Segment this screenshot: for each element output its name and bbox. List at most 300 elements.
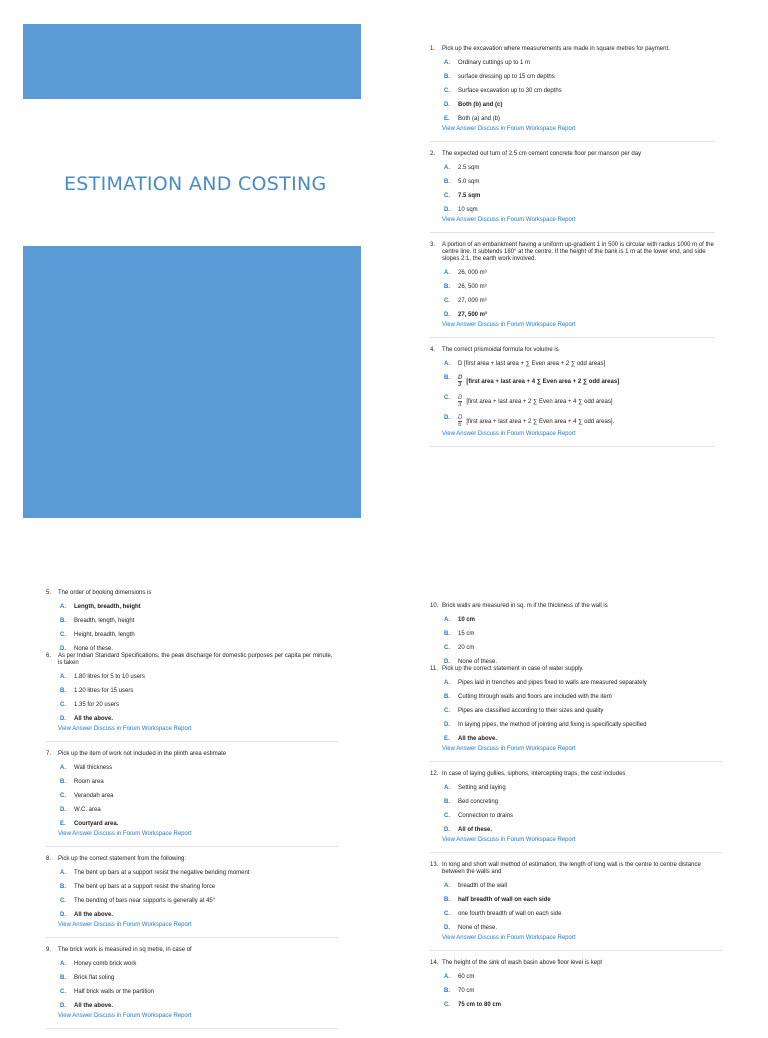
answer-option[interactable] [430,179,715,186]
option-text-container [458,395,715,408]
answer-option[interactable] [46,884,338,891]
answer-option[interactable] [430,911,722,918]
question-text: Pick up the item of work not included in the plinth area estimate [58,751,227,757]
answer-option[interactable] [46,989,338,996]
option-text: 10 sqm [458,207,478,213]
document-title: ESTIMATION AND COSTING [64,172,327,195]
option-text: Courtyard area. [74,821,119,827]
answer-option[interactable] [430,207,715,214]
answer-option[interactable] [46,688,338,695]
option-text-container [458,102,715,109]
option-text-container [74,674,338,681]
option-text-container [458,694,722,701]
question-number: 11. [430,666,438,672]
option-letter: C. [60,898,66,904]
option-letter: D. [444,102,450,108]
option-text-container [74,632,338,639]
option-letter: A. [60,604,66,610]
option-text: Both (a) and (b) [458,116,501,122]
option-letter: A. [444,60,450,66]
option-letter: B. [444,988,450,994]
option-text: [first area + last area + 4 ∑ Even area + 2 ∑ odd areas] [466,379,620,386]
answer-option[interactable] [430,897,722,904]
option-text-container [458,298,715,305]
option-letter: E. [444,736,450,742]
option-letter: D. [444,415,450,421]
option-letter: C. [444,813,450,819]
answer-option[interactable] [46,793,338,800]
option-text: 2.5 sqm [458,165,480,171]
answer-option[interactable] [430,680,722,687]
option-text: Verandah area [74,793,114,799]
answer-option[interactable] [430,375,715,388]
answer-option[interactable] [430,1002,722,1009]
question-stem [430,960,722,967]
question-stem [430,242,715,263]
option-text: [first area + last area + 2 ∑ Even area + 4 ∑ odd areas]. [466,419,615,426]
option-letter: A. [60,674,66,680]
answer-option[interactable] [46,716,338,723]
answer-links[interactable]: View Answer Discuss in Forum Workspace Report [442,746,576,752]
option-text: Half brick walls or the partition [74,989,155,995]
answer-option[interactable] [430,925,722,932]
option-letter: A. [60,961,66,967]
option-text-container [458,270,715,277]
option-text-container [458,988,722,995]
answer-option[interactable] [430,799,722,806]
questions-column-bottom-left [46,590,338,1038]
option-text: 75 cm to 80 cm [458,1002,502,1008]
option-letter: C. [444,708,450,714]
answer-option[interactable] [430,883,722,890]
option-text: The bending of bars near supports is generally at 45° [74,898,216,904]
option-text: Setting and laying [458,785,506,791]
question-stem [46,590,338,597]
question-stem [430,862,722,876]
option-text-container [458,883,722,890]
question [430,603,722,666]
option-text: W.C. area [74,807,101,813]
option-text: one fourth breadth of wall on each side [458,911,562,917]
question [46,947,338,1020]
fraction [458,415,462,428]
option-letter: C. [60,702,66,708]
option-text: Honey comb brick work [74,961,137,967]
question-number: 14. [430,960,439,966]
question [46,653,338,733]
option-letter: D. [444,659,450,665]
question-text: Pick up the correct statement in case of water supply. [442,666,584,672]
option-letter: D. [444,827,450,833]
option-text: half breadth of wall on each side [458,897,551,903]
option-letter: A. [444,617,450,623]
answer-option[interactable] [46,898,338,905]
fraction-numerator: D [458,375,463,381]
option-text: Pipes are classified according to their sizes and quality [458,708,604,714]
answer-option[interactable] [430,165,715,172]
divider [430,446,715,447]
option-letter: C. [444,298,450,304]
option-letter: A. [444,974,450,980]
question-stem [430,666,722,673]
option-text-container [458,375,715,388]
option-text-container [74,989,338,996]
answer-links[interactable]: View Answer Discuss in Forum Workspace Report [442,935,576,941]
answer-option[interactable] [430,312,715,319]
question-stem [430,603,722,610]
answer-option[interactable] [430,415,715,428]
answer-links[interactable]: View Answer Discuss in Forum Workspace Report [58,922,192,928]
option-text-container [458,116,715,123]
answer-option[interactable] [46,702,338,709]
option-text: None of these. [458,659,498,665]
answer-option[interactable] [46,632,338,639]
answer-links[interactable]: View Answer Discuss in Forum Workspace Report [442,126,576,132]
answer-links[interactable]: View Answer Discuss in Forum Workspace Report [442,322,576,328]
option-text-container [458,785,722,792]
question-number: 12. [430,771,439,777]
answer-option[interactable] [430,102,715,109]
divider [46,741,338,742]
option-text: Surface excavation up to 30 cm depths [458,88,562,94]
question [430,771,722,844]
fraction-denominator: 3 [458,382,462,388]
option-letter: D. [60,912,66,918]
option-text: In laying pipes, the method of jointing and fixing is specifically specified [458,722,647,728]
question-text: The brick work is measured in sq metre, in case of [58,947,192,953]
question-text: The order of booking dimensions is [58,590,152,596]
option-text: 10 cm [458,617,476,623]
option-text-container [458,799,722,806]
option-letter: E. [60,821,66,827]
option-text-container [458,645,722,652]
option-letter: B. [444,799,450,805]
option-text-container [74,779,338,786]
option-text-container [458,207,715,214]
answer-option[interactable] [430,116,715,123]
question-text: As per Indian Standard Specifications, the peak discharge for domestic purposes per capita per minute, is taken [58,653,333,666]
question-text: Pick up the correct statement from the following: [58,856,187,862]
answer-option[interactable] [430,631,722,638]
option-text-container [458,897,722,904]
fraction [458,395,462,408]
answer-option[interactable] [430,193,715,200]
option-text-container [74,618,338,625]
answer-links[interactable]: View Answer Discuss in Forum Workspace Report [58,1013,192,1019]
question [46,751,338,838]
option-text: surface dressing up to 15 cm depths [458,74,555,80]
question-number: 2. [430,151,436,157]
option-letter: A. [444,785,450,791]
option-letter: C. [60,989,66,995]
option-letter: B. [444,694,450,700]
answer-option[interactable] [430,361,715,368]
answer-links[interactable]: View Answer Discuss in Forum Workspace Report [58,831,192,837]
option-text: 15 cm [458,631,475,637]
question-stem [430,347,715,354]
answer-option[interactable] [430,736,722,743]
answer-option[interactable] [430,60,715,67]
option-letter: A. [444,165,450,171]
option-text-container [74,961,338,968]
option-letter: D. [60,716,66,722]
option-letter: A. [444,680,450,686]
option-letter: D. [444,722,450,728]
option-text-container [74,716,338,723]
question-text: Brick walls are measured in sq. m if the thickness of the wall is [442,603,608,609]
option-letter: B. [60,779,66,785]
option-letter: C. [60,632,66,638]
question-text: The correct prismoidal formula for volume is [442,347,559,353]
answer-option[interactable] [430,722,722,729]
option-text: Both (b) and (c) [458,102,503,108]
option-text: breadth of the wall [458,883,508,889]
option-text: 26, 000 m³ [458,270,487,276]
option-text-container [74,821,338,828]
question-number: 13. [430,862,439,868]
answer-links[interactable]: View Answer Discuss in Forum Workspace Report [442,217,576,223]
option-text: Cutting through walls and floors are included with the item [458,694,612,700]
answer-option[interactable] [46,765,338,772]
divider [46,846,338,847]
question-text: In long and short wall method of estimation, the length of long wall is the centre to centre distance between the walls and [442,862,701,875]
option-text-container [458,722,722,729]
question-number: 10. [430,603,439,609]
question [430,151,715,224]
fraction-denominator: 6 [458,422,462,428]
option-text: All the above. [458,736,498,742]
answer-option[interactable] [430,88,715,95]
question-stem [46,856,338,863]
option-text-container [458,361,715,368]
option-text-container [74,1003,338,1010]
option-text: 1.35 for 20 users [74,702,120,708]
option-text: All the above. [74,912,114,918]
answer-option[interactable] [430,645,722,652]
answer-option[interactable] [46,975,338,982]
option-text: 5.0 sqm [458,179,480,185]
answer-option[interactable] [430,813,722,820]
option-letter: A. [444,883,450,889]
option-text-container [74,975,338,982]
option-letter: E. [444,116,450,122]
option-letter: C. [444,395,450,401]
option-text-container [458,659,722,666]
option-text-container [458,165,715,172]
divider [46,937,338,938]
option-text-container [458,60,715,67]
option-text-container [74,765,338,772]
option-text-container [458,974,722,981]
answer-links[interactable]: View Answer Discuss in Forum Workspace Report [58,726,192,732]
option-text-container [74,898,338,905]
option-text-container [458,708,722,715]
option-text-container [74,870,338,877]
answer-option[interactable] [46,604,338,611]
answer-option[interactable] [430,298,715,305]
divider [430,852,722,853]
option-text: 70 cm [458,988,475,994]
option-letter: A. [60,870,66,876]
option-text: 1.20 litres for 15 users [74,688,134,694]
questions-column-bottom-right [430,603,722,1009]
fraction [458,375,462,388]
option-text: All of these. [458,827,493,833]
option-letter: A. [444,270,450,276]
middle-blue-block [23,246,361,518]
question-text: In case of laying gullies, siphons, intercepting traps, the cost includes [442,771,626,777]
option-text-container [458,736,722,743]
option-text-container [74,807,338,814]
answer-option[interactable] [430,284,715,291]
option-text: Breadth, length, height [74,618,135,624]
option-text: None of these. [74,646,114,652]
option-text-container [74,688,338,695]
question-stem [46,947,338,954]
answer-option[interactable] [430,270,715,277]
option-text: All the above. [74,1003,114,1009]
option-text-container [458,415,715,428]
question [430,960,722,1009]
answer-links[interactable]: View Answer Discuss in Forum Workspace Report [442,431,576,437]
option-text: None of these. [458,925,498,931]
option-text-container [458,312,715,319]
option-letter: D. [60,807,66,813]
answer-option[interactable] [430,659,722,666]
answer-option[interactable] [430,694,722,701]
option-text: Room area [74,779,104,785]
option-text-container [458,827,722,834]
divider [430,337,715,338]
option-letter: B. [444,375,450,381]
divider [430,761,722,762]
fraction-denominator: 3 [458,402,462,408]
divider [430,950,722,951]
question [430,46,715,133]
question-number: 8. [46,856,52,862]
top-blue-block [23,24,361,99]
question-stem [430,771,722,778]
fraction-numerator: D [458,415,463,421]
question-stem [430,46,715,53]
option-letter: D. [444,925,450,931]
question-stem [46,653,338,667]
option-letter: A. [444,361,450,367]
option-text: The bent up bars at a support resist the negative bending moment [74,870,250,876]
answer-option[interactable] [46,618,338,625]
question-stem [430,151,715,158]
question-number: 3. [430,242,436,248]
option-letter: D. [444,312,450,318]
question-text: The height of the sink of wash basin above floor level is kept [442,960,603,966]
option-text: Connection to drains [458,813,514,819]
option-letter: D. [60,1003,66,1009]
divider [430,232,715,233]
option-text: D [first area + last area + ∑ Even area + 2 ∑ odd areas] [458,361,606,367]
answer-links[interactable]: View Answer Discuss in Forum Workspace Report [442,837,576,843]
option-text: All the above. [74,716,114,722]
option-letter: C. [444,88,450,94]
option-letter: B. [60,688,66,694]
question [430,862,722,942]
question-number: 7. [46,751,52,757]
fraction-numerator: D [458,395,463,401]
option-text: Brick flat soling [74,975,115,981]
option-text-container [458,813,722,820]
answer-option[interactable] [46,674,338,681]
answer-option[interactable] [430,395,715,408]
answer-option[interactable] [46,912,338,919]
answer-option[interactable] [46,961,338,968]
answer-option[interactable] [46,807,338,814]
option-letter: D. [60,646,66,652]
answer-option[interactable] [46,1003,338,1010]
answer-option[interactable] [430,827,722,834]
answer-option[interactable] [430,708,722,715]
question-text: The expected out turn of 2.5 cm cement concrete floor per manson per day [442,151,642,157]
option-letter: B. [444,74,450,80]
option-text-container [458,193,715,200]
option-text: Wall thickness [74,765,113,771]
option-text: [first area + last area + 2 ∑ Even area + 4 ∑ odd areas] [466,399,613,406]
option-text-container [458,179,715,186]
answer-option[interactable] [430,785,722,792]
question-number: 9. [46,947,52,953]
question-number: 5. [46,590,52,596]
option-letter: C. [444,911,450,917]
option-text-container [458,284,715,291]
option-text-container [74,884,338,891]
option-text: 60 cm [458,974,475,980]
option-text-container [74,646,338,653]
option-letter: C. [444,1002,450,1008]
option-text-container [458,911,722,918]
answer-option[interactable] [46,821,338,828]
answer-option[interactable] [430,74,715,81]
option-letter: B. [444,897,450,903]
answer-option[interactable] [46,779,338,786]
answer-option[interactable] [430,988,722,995]
option-text-container [458,631,722,638]
option-text: The bent up bars at a support resist the sharing force [74,884,216,890]
option-letter: B. [60,884,66,890]
option-text: 1.80 litres for 5 to 10 users [74,674,146,680]
answer-option[interactable] [430,974,722,981]
divider [46,1028,338,1029]
question-number: 1. [430,46,436,52]
answer-option[interactable] [46,646,338,653]
option-text-container [458,617,722,624]
answer-option[interactable] [46,870,338,877]
option-text-container [458,74,715,81]
question [46,856,338,929]
option-letter: C. [444,645,450,651]
option-text: 7.5 sqm [458,193,481,199]
option-letter: B. [444,179,450,185]
option-letter: C. [60,793,66,799]
option-letter: C. [444,193,450,199]
option-text: Pipes laid in trenches and pipes fixed to walls are measured separately [458,680,647,686]
option-text: Bed concreting [458,799,499,805]
option-text: 20 cm [458,645,475,651]
option-letter: B. [444,284,450,290]
option-text: Height, breadth, length [74,632,135,638]
option-text: 26, 500 m³ [458,284,487,290]
question [430,347,715,438]
answer-option[interactable] [430,617,722,624]
question [430,666,722,753]
option-letter: D. [444,207,450,213]
